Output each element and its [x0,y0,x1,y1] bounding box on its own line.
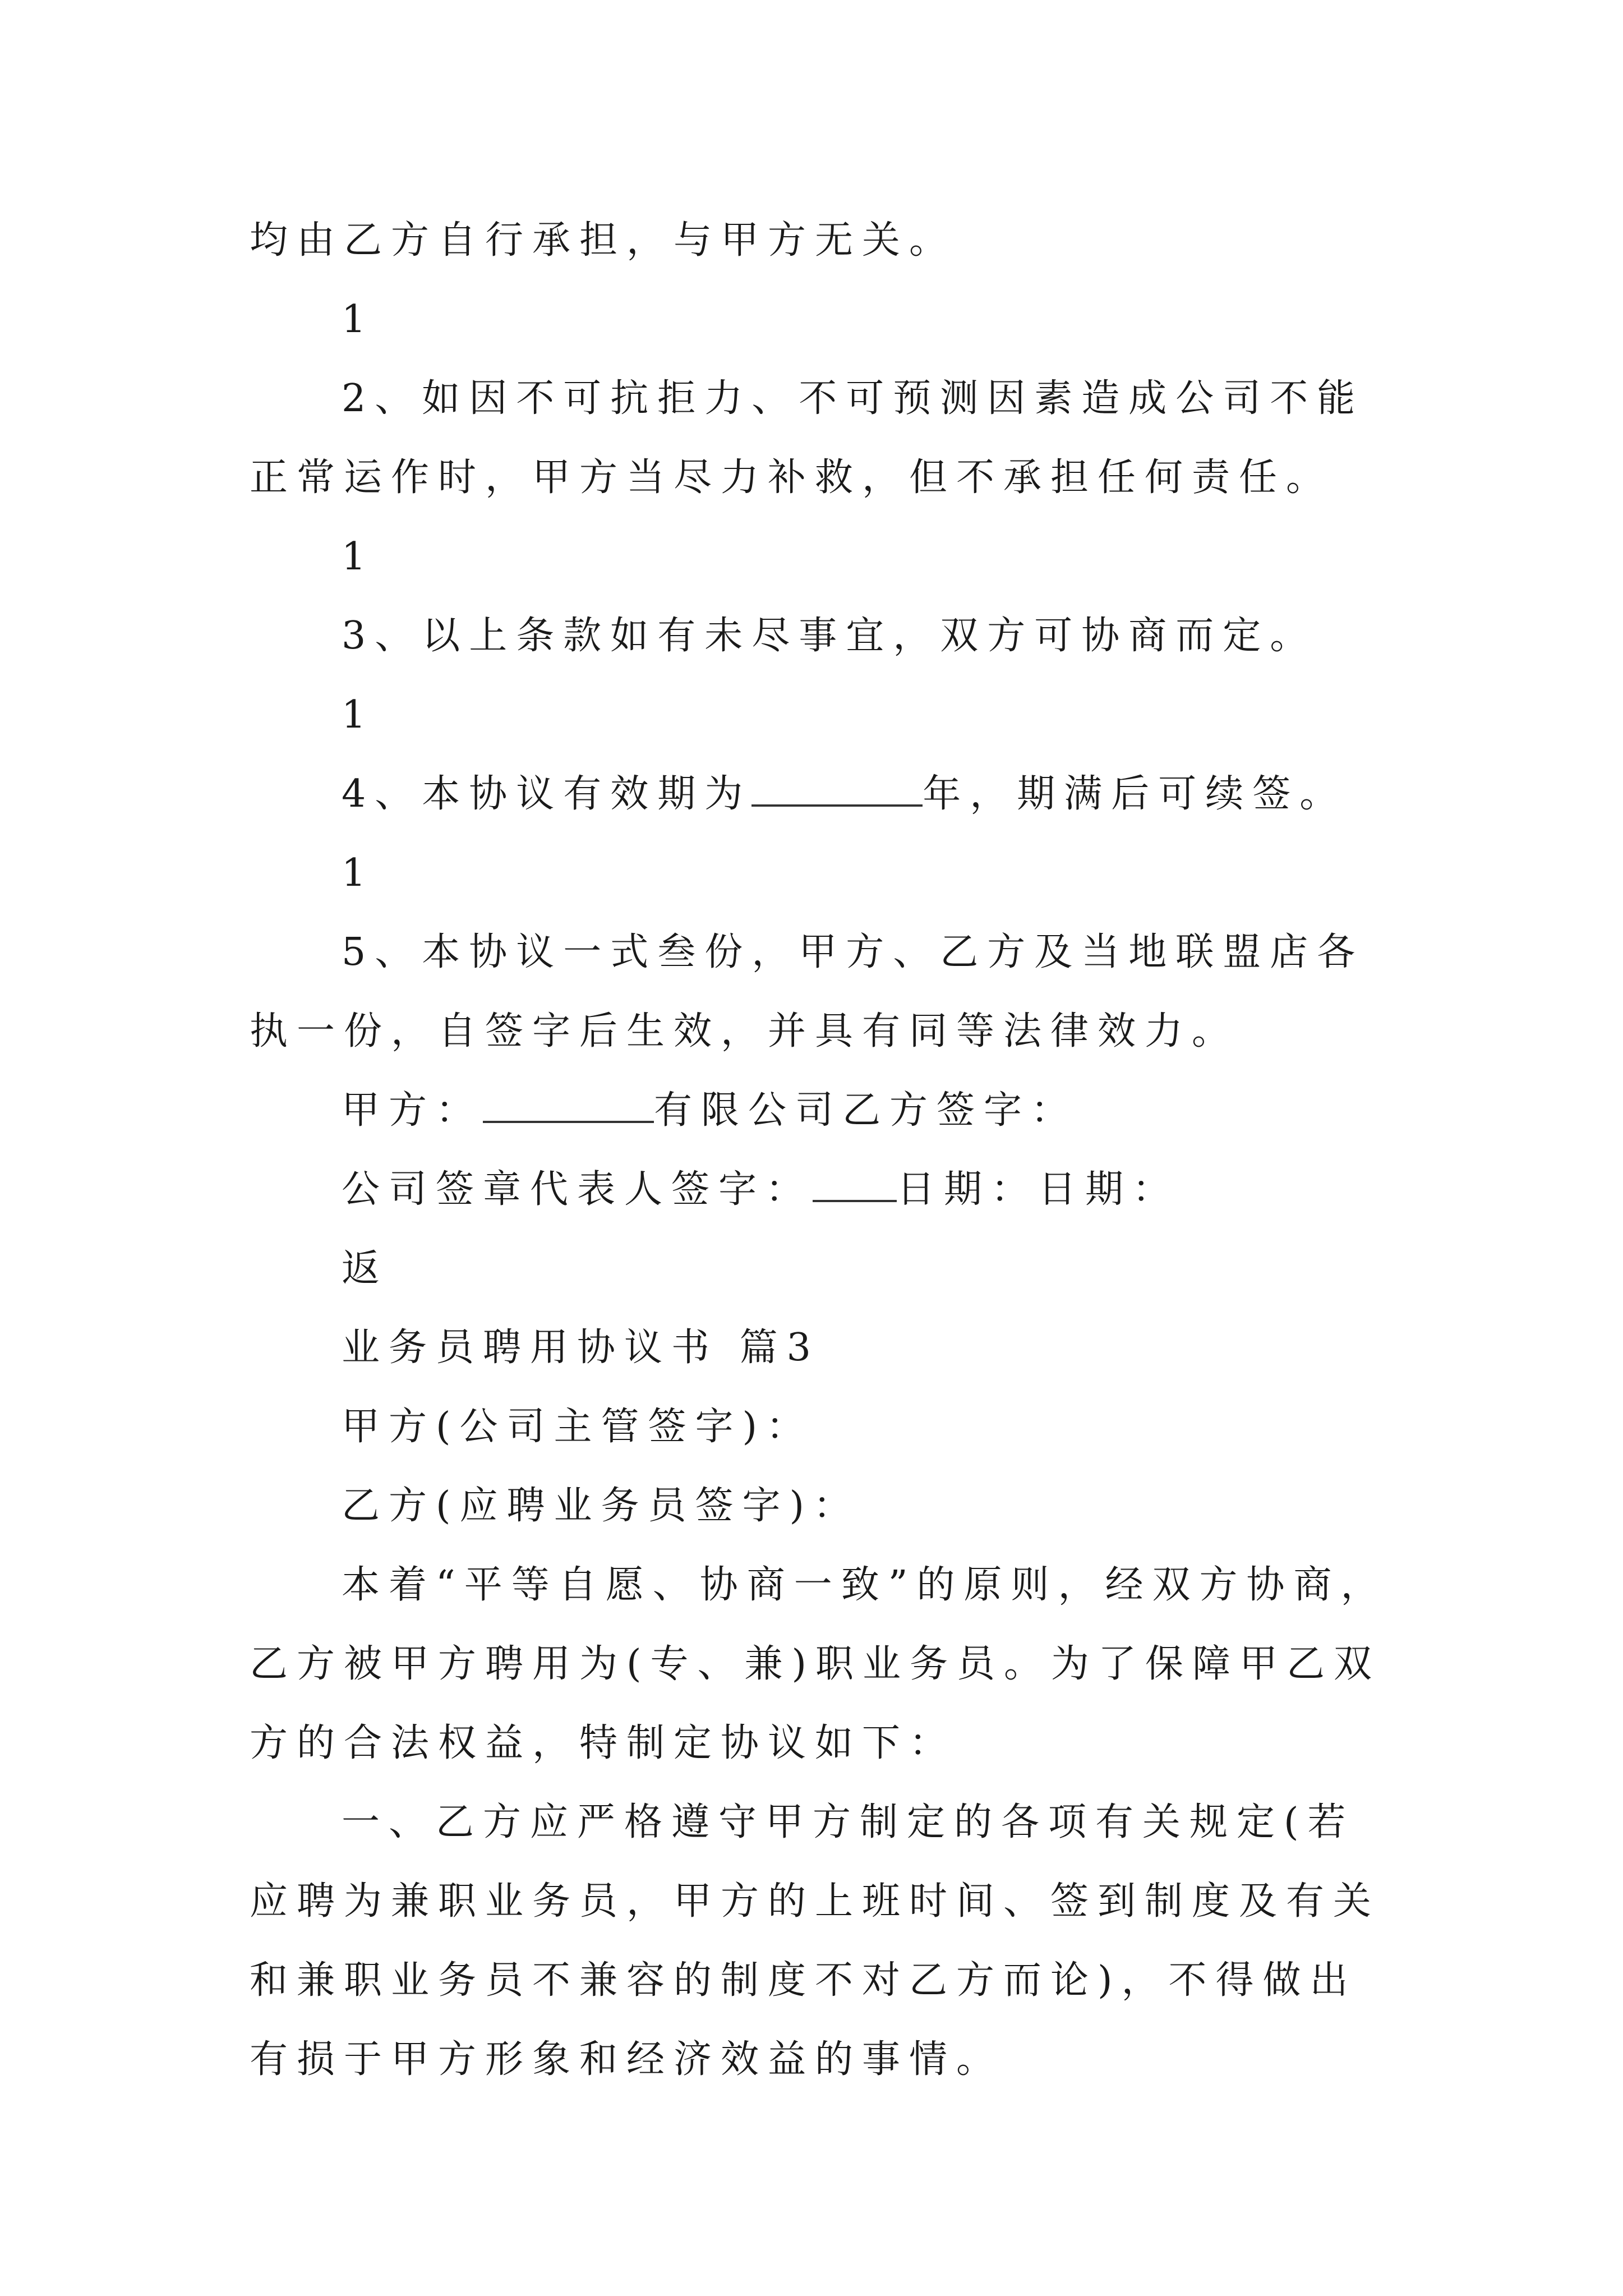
party-b-signature-label: 有限公司乙方签字： [654,1088,1078,1133]
signature-line-representative [250,1150,1388,1229]
validity-years-blank [751,800,923,807]
party-b-field: 乙方(应聘业务员签字)： [342,1484,861,1528]
paragraph-marker: 1 [342,535,375,579]
signature-line-party-a [250,1071,1388,1150]
paragraph-preamble: 本着“平等自愿、协商一致”的原则，经双方协商，乙方被甲方聘用为(专、兼)职业务员。为了保障甲乙双方的合法权益，特制定协议如下： [250,1563,1388,1765]
party-a-label: 甲方： [342,1088,483,1133]
paragraph-article-1: 一、乙方应严格遵守甲方制定的各项有关规定(若应聘为兼职业务员，甲方的上班时间、签到制度及有关和兼职业务员不兼容的制度不对乙方而论)，不得做出有损于甲方形象和经济效益的事情。 [250,1800,1381,2082]
paragraph-return: 返 [342,1246,389,1291]
representative-label: 公司签章代表人签字： [342,1167,813,1212]
clause-4-text-end: 年，期满后可续签。 [923,772,1347,816]
party-a-field: 甲方(公司主管签字)： [342,1405,814,1449]
clause-4-text-start: 4、本协议有效期为 [342,772,752,816]
paragraph-clause-5: 5、本协议一式叁份，甲方、乙方及当地联盟店各执一份，自签字后生效，并具有同等法律效力。 [250,930,1364,1053]
paragraph-marker: 1 [342,851,375,895]
paragraph-marker: 1 [342,693,375,737]
paragraph-clause-4 [250,754,1388,834]
date-labels: 日期：日期： [897,1167,1180,1212]
paragraph-marker: 1 [342,297,375,342]
paragraph-clause-2: 2、如因不可抗拒力、不可预测因素造成公司不能正常运作时，甲方当尽力补救，但不承担任何责任。 [250,376,1364,500]
document-body [250,201,1388,2099]
paragraph-liability-end: 均由乙方自行承担，与甲方无关。 [250,218,957,263]
paragraph-clause-3: 3、以上条款如有未尽事宜，双方可协商而定。 [342,614,1317,658]
section-title: 业务员聘用协议书 篇3 [342,1326,820,1370]
company-name-blank [483,1116,654,1123]
representative-blank [813,1195,897,1202]
